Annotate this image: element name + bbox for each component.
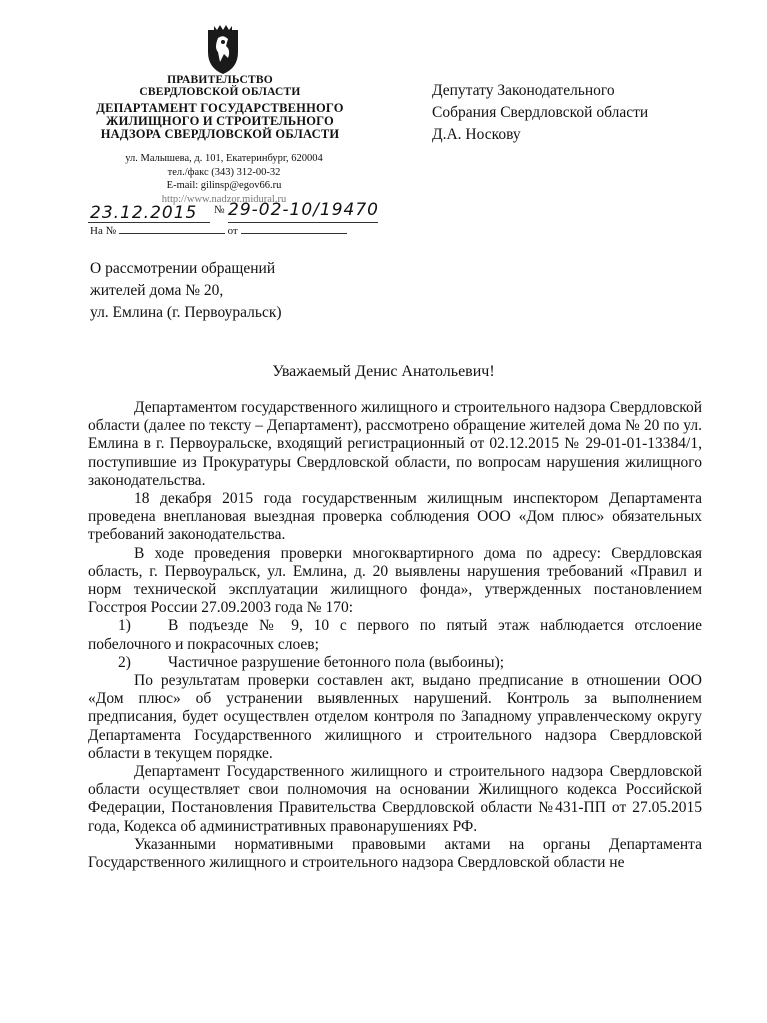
reference-from-label: от	[227, 225, 238, 237]
paragraph: По результатам проверки составлен акт, выдано предписание в отношении ООО «Дом плюс» об устранении выявленных нарушений. Контроль за выполнением предписания, будет осуществлен отделом контроля по Западному управленческому округу Департамента Государственного жилищного и строительного надзора Свердловской области в текущем порядке.	[88, 672, 702, 762]
letter-body	[88, 399, 702, 872]
number-underline	[228, 222, 378, 223]
registration-number: 29-02-10/19470	[228, 200, 379, 220]
coat-of-arms-icon	[198, 22, 248, 76]
greeting: Уважаемый Денис Анатольевич!	[272, 363, 495, 380]
department-name: ДЕПАРТАМЕНТ ГОСУДАРСТВЕННОГО ЖИЛИЩНОГО И СТРОИТЕЛЬНОГО НАДЗОРА СВЕРДЛОВСКОЙ ОБЛАСТИ	[96, 101, 344, 141]
registration-no-label: №	[214, 204, 225, 216]
paragraph: Указанными нормативными правовыми актами на органы Департамента Государственного жилищного и строительного надзора Свердловской области не	[88, 835, 702, 872]
list-item: 2) Частичное разрушение бетонного пола (выбоины);	[118, 653, 505, 671]
phone-line: тел./факс (343) 312-00-32	[167, 166, 281, 178]
addressee-block: Депутату Законодательного Собрания Свердловской области Д.А. Носкову	[432, 82, 649, 143]
reference-date-blank	[241, 224, 347, 234]
date-underline	[88, 222, 210, 223]
website-line: http://www.nadzor.midural.ru	[161, 193, 287, 205]
reference-prefix: На №	[90, 225, 117, 237]
paragraph: В ходе проведения проверки многоквартирного дома по адресу: Свердловская область, г. Первоуральск, ул. Емлина, д. 20 выявлены нарушения требований «Правил и норм технической эксплуатации жилищного фонда», утвержденных постановлением Госстроя России 27.09.2003 года № 170:	[88, 544, 702, 617]
contact-block	[86, 152, 362, 206]
address-line: ул. Малышева, д. 101, Екатеринбург, 620004	[125, 153, 323, 164]
registration-date: 23.12.2015	[90, 203, 198, 223]
email-line: E-mail: gilinsp@egov66.ru	[166, 180, 282, 191]
reference-row	[90, 224, 350, 237]
list-item: 1) В подъезде № 9, 10 с первого по пятый этаж наблюдается отслоение побелочного и покрасочных слоев;	[88, 617, 702, 653]
paragraph: Департаментом государственного жилищного и строительного надзора Свердловской области (далее по тексту – Департамент), рассмотрено обращение жителей дома № 20 по ул. Емлина в г. Первоуральске, входящий регистрационный от 02.12.2015 № 29-01-01-13384/1, поступившие из Прокуратуры Свердловской области, по вопросам нарушения жилищного законодательства.	[88, 399, 702, 489]
subject-block: О рассмотрении обращений жителей дома № 20, ул. Емлина (г. Первоуральск)	[90, 260, 282, 321]
paragraph: 18 декабря 2015 года государственным жилищным инспектором Департамента проведена внеплановая выездная проверка соблюдения ООО «Дом плюс» обязательных требований законодательства.	[88, 490, 702, 544]
paragraph: Департамент Государственного жилищного и строительного надзора Свердловской области осуществляет свои полномочия на основании Жилищного кодекса Российской Федерации, Постановления Правительства Свердловской области №431-ПП от 27.05.2015 года, Кодекса об административных правонарушениях РФ.	[88, 763, 702, 835]
government-name: ПРАВИТЕЛЬСТВО СВЕРДЛОВСКОЙ ОБЛАСТИ	[139, 74, 301, 98]
reference-number-blank	[119, 224, 225, 234]
